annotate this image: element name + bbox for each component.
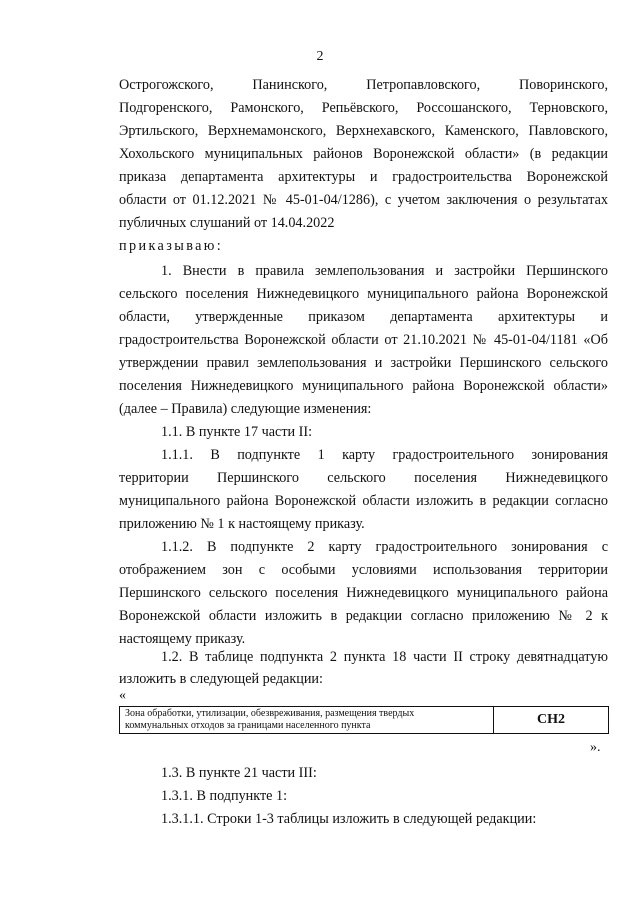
- body-line: Хохольского муниципальных районов Воронежской области» (в редакции: [119, 146, 608, 162]
- table-row: [120, 707, 609, 734]
- body-line: 1.1. В пункте 17 части II:: [161, 424, 313, 440]
- page-number: 2: [316, 49, 324, 64]
- body-line: области, утвержденные приказом департамента архитектуры и: [119, 309, 608, 325]
- decree-word: приказываю:: [119, 238, 224, 254]
- zone-name-line: Зона обработки, утилизации, обезвреживания, размещения твердых: [125, 708, 415, 719]
- body-line: публичных слушаний от 14.04.2022: [119, 215, 335, 231]
- body-line: поселения Нижнедевицкого муниципального района Воронежской области»: [119, 378, 608, 394]
- body-line: 1.3.1.1. Строки 1-3 таблицы изложить в следующей редакции:: [161, 811, 537, 827]
- zone-name-cell: [120, 707, 494, 734]
- body-line: 1.1.1. В подпункте 1 карту градостроительного зонирования: [161, 447, 608, 463]
- body-line: Эртильского, Верхнемамонского, Верхнехавского, Каменского, Павловского,: [119, 123, 608, 139]
- zone-code-cell: СН2: [494, 707, 609, 734]
- body-line: Острогожского, Панинского, Петропавловского, Поворинского,: [119, 77, 608, 93]
- body-line: сельского поселения Нижнедевицкого муниципального района Воронежской: [119, 286, 608, 302]
- body-line: приказа департамента архитектуры и градостроительства Воронежской: [119, 169, 608, 185]
- quote-open: «: [119, 688, 126, 703]
- body-line: изложить в следующей редакции:: [119, 671, 323, 687]
- body-line: градостроительства Воронежской области от 21.10.2021 № 45-01-04/1181 «Об: [119, 332, 608, 348]
- body-line: приложению № 1 к настоящему приказу.: [119, 516, 365, 532]
- body-line: настоящему приказу.: [119, 631, 246, 647]
- body-line: муниципального района Воронежской области изложить в редакции согласно: [119, 493, 608, 509]
- body-line: 1.2. В таблице подпункта 2 пункта 18 части II строку девятнадцатую: [161, 649, 608, 665]
- body-line: 1.3. В пункте 21 части III:: [161, 765, 317, 781]
- body-line: области от 01.12.2021 № 45-01-04/1286), с учетом заключения о результатах: [119, 192, 608, 208]
- zone-name-line: коммунальных отходов за границами населенного пункта: [125, 720, 371, 731]
- body-line: Подгоренского, Рамонского, Репьёвского, Россошанского, Терновского,: [119, 100, 608, 116]
- body-line: (далее – Правила) следующие изменения:: [119, 401, 372, 417]
- body-line: 1.3.1. В подпункте 1:: [161, 788, 288, 804]
- body-line: 1. Внести в правила землепользования и застройки Першинского: [161, 263, 608, 279]
- body-line: отображением зон с особыми условиями использования территории: [119, 562, 608, 578]
- body-line: утверждении правил землепользования и застройки Першинского сельского: [119, 355, 608, 371]
- body-line: Воронежской области изложить в редакции согласно приложению № 2 к: [119, 608, 608, 624]
- zone-table: [119, 706, 609, 734]
- quote-close: ».: [590, 740, 601, 755]
- body-line: Першинского сельского поселения Нижнедевицкого муниципального района: [119, 585, 608, 601]
- body-line: 1.1.2. В подпункте 2 карту градостроительного зонирования с: [161, 539, 608, 555]
- body-line: территории Першинского сельского поселения Нижнедевицкого: [119, 470, 608, 486]
